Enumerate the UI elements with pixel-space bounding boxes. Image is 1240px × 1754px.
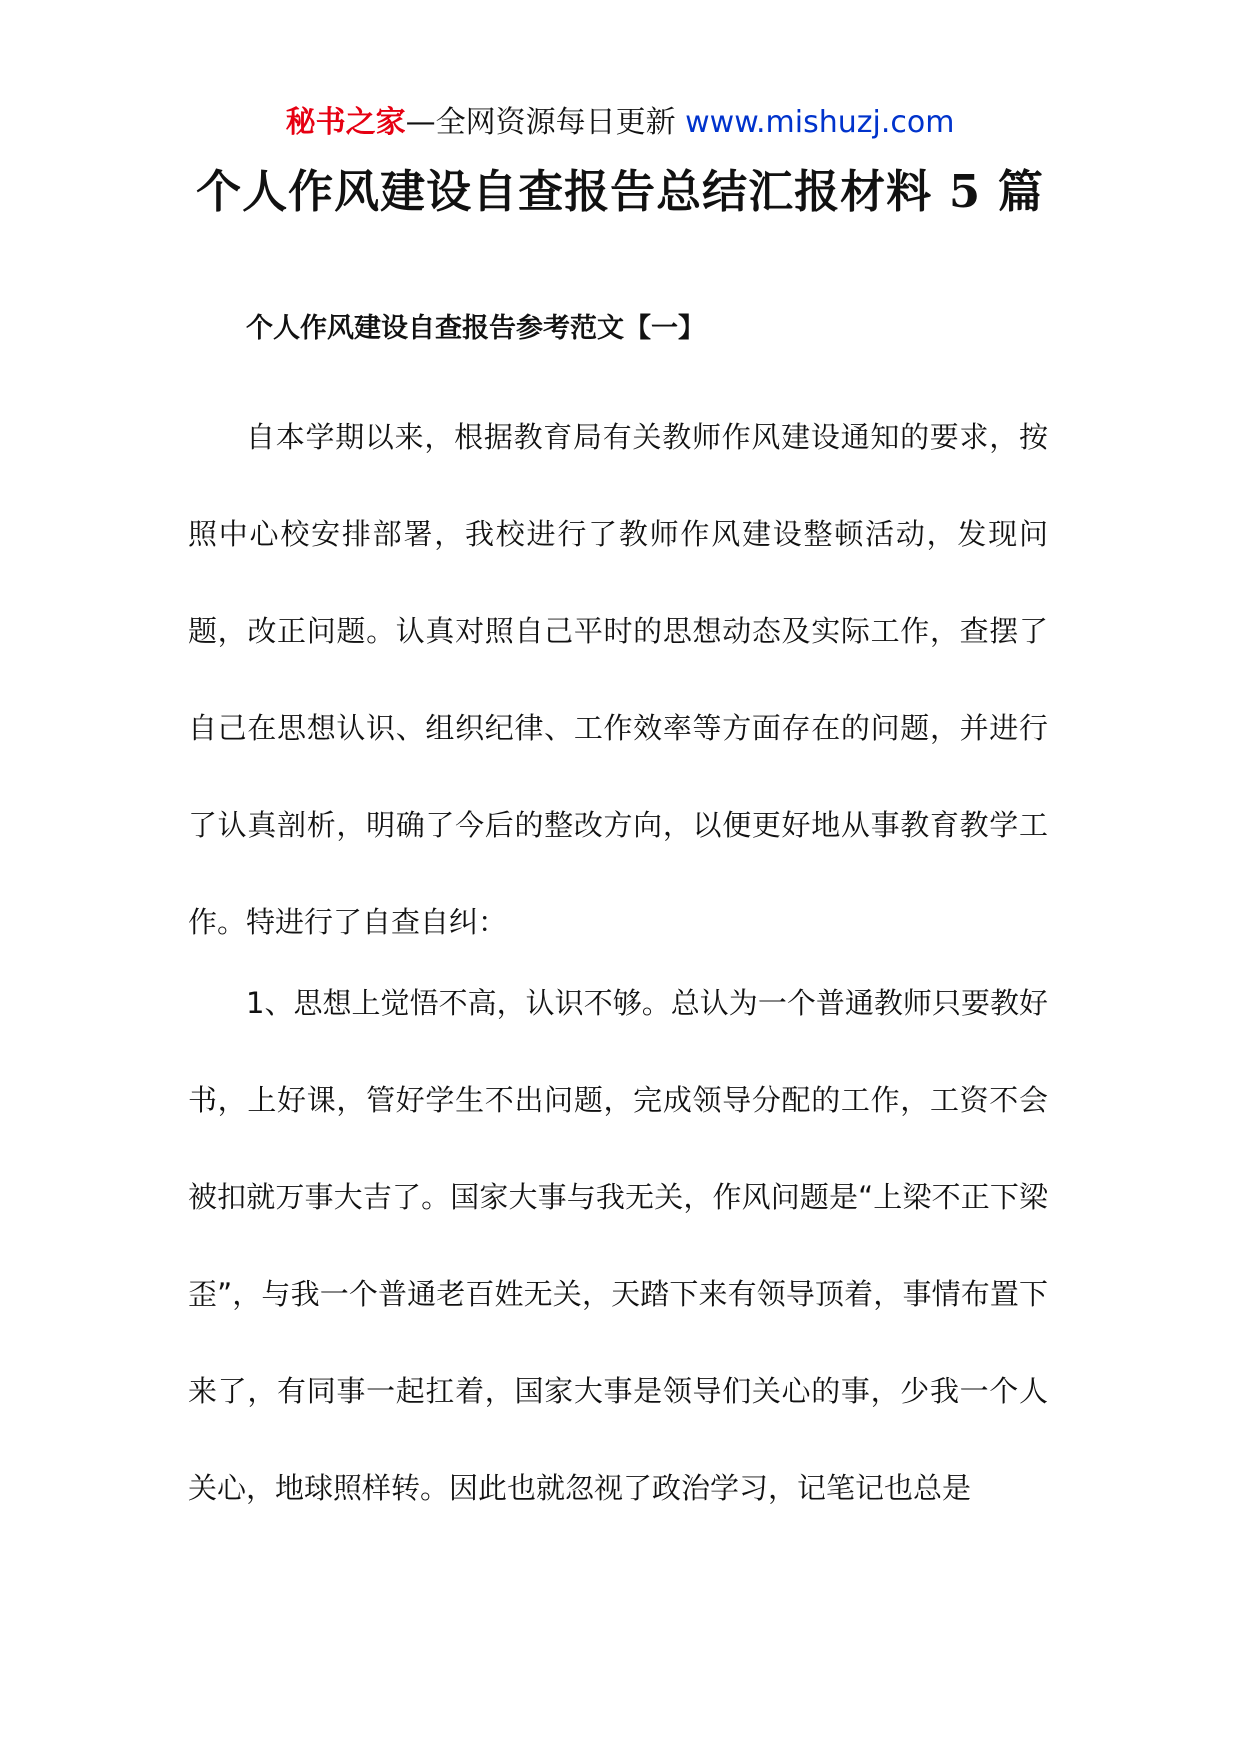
site-url-link[interactable]: www.mishuzj.com (685, 105, 955, 140)
site-header (0, 103, 1240, 143)
site-tagline: —全网资源每日更新 (405, 105, 676, 140)
body-paragraph: 1、思想上觉悟不高，认识不够。总认为一个普通教师只要教好书，上好课，管好学生不出问题，完成领导分配的工作，工资不会被扣就万事大吉了。国家大事与我无关，作风问题是“上梁不正下梁歪”，与我一个普通老百姓无关，天踏下来有领导顶着，事情布置下来了，有同事一起扛着，国家大事是领导们关心的事，少我一个人关心，地球照样转。因此也就忽视了政治学习，记笔记也总是 (188, 986, 1048, 1505)
section-heading: 个人作风建设自查报告参考范文【一】 (246, 313, 705, 344)
body-paragraph: 自本学期以来，根据教育局有关教师作风建设通知的要求，按照中心校安排部署，我校进行了教师作风建设整顿活动，发现问题，改正问题。认真对照自己平时的思想动态及实际工作，查摆了自己在思想认识、组织纪律、工作效率等方面存在的问题，并进行了认真剖析，明确了今后的整改方向，以便更好地从事教育教学工作。特进行了自查自纠： (188, 420, 1048, 939)
document-body (188, 305, 1048, 1537)
brand-name: 秘书之家 (285, 105, 406, 140)
document-title: 个人作风建设自查报告总结汇报材料 5 篇 (196, 165, 1044, 218)
